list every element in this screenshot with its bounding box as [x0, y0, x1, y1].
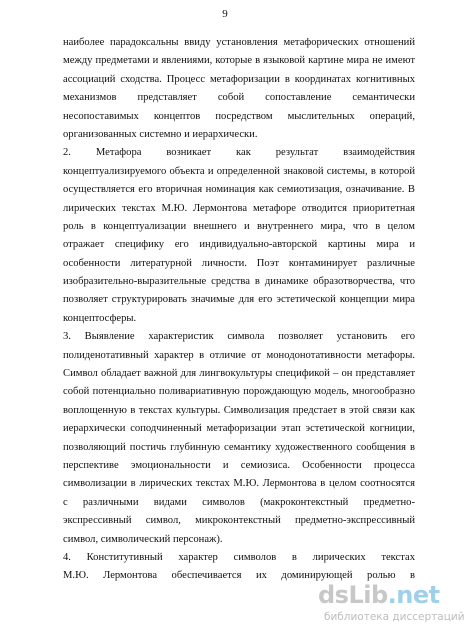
text-line: М.Ю. Лермонтова обеспечивается их доминирующей ролью в: [63, 570, 415, 582]
text-line: позволяет структурировать значимые для его эстетической концепции мира: [63, 294, 415, 306]
watermark-subtitle: библиотека диссертаций: [324, 611, 465, 623]
text-line: экспрессивный символ, микроконтекстный предметно-экспрессивный: [63, 515, 415, 527]
text-line: отражает специфику его индивидуально-авторской картины мира и: [63, 239, 415, 251]
text-line: позволяющий постичь глубинную семантику художественного сообщения в: [63, 441, 415, 453]
page-number: 9: [222, 8, 228, 20]
text-line: перспективе эмоциональности и семиозиса. Особенности процесса: [63, 459, 415, 471]
text-line: Символ обладает важной для лингвокультуры спецификой – он представляет: [63, 368, 415, 380]
watermark-logo-accent: .net: [387, 581, 440, 609]
text-line: 2. Метафора возникает как результат взаимодействия: [63, 147, 415, 159]
text-line: символ, символический персонаж).: [63, 533, 223, 545]
text-line: изобразительно-выразительные средства в динамике образотворчества, что: [63, 276, 415, 288]
text-line: особенности литературной личности. Поэт контаминирует различные: [63, 257, 415, 269]
text-line: концептуализируемого объекта и определенной знаковой системы, в которой: [63, 165, 415, 177]
text-line: механизмов представляет собой сопоставление семантически: [63, 92, 415, 104]
text-line: роль в концептуализации внешнего и внутреннего мира, что в целом: [63, 220, 415, 232]
text-line: символизации в лирических текстах М.Ю. Лермонтова в целом соотносятся: [63, 478, 415, 490]
text-line: ассоциаций сходства. Процесс метафоризации в координатах когнитивных: [63, 73, 415, 85]
text-line: собой потенциально поливариативную порождающую модель, многообразно: [63, 386, 415, 398]
text-line: наиболее парадоксальны ввиду установления метафорических отношений: [63, 37, 415, 48]
text-line: полиденотативный характер в отличие от монодонотативности метафоры.: [63, 349, 415, 361]
body-text: [63, 34, 415, 586]
text-line: с различными видами символов (макроконтекстный предметно-: [63, 496, 415, 508]
text-line: между предметами и явлениями, которые в языковой картине мира не имеют: [63, 55, 415, 67]
text-line: концептосферы.: [63, 312, 137, 324]
watermark-logo-main: dsLib: [318, 581, 388, 609]
text-line: организованных системно и иерархически.: [63, 128, 258, 140]
text-line: иерархически соподчиненный метафоризации этап эстетической когниции,: [63, 423, 415, 435]
text-line: воплощенную в текстах культуры. Символизация предстает в этой связи как: [63, 404, 415, 416]
text-line: лирических текстах М.Ю. Лермонтова метафоре отводится приоритетная: [63, 202, 415, 214]
text-line: 4. Конститутивный характер символов в лирических текстах: [63, 551, 415, 563]
text-line: несопоставимых концептов посредством мыслительных операций,: [63, 110, 415, 122]
text-line: 3. Выявление характеристик символа позволяет установить его: [63, 331, 415, 343]
watermark-logo-text: [318, 582, 440, 608]
watermark-logo: [318, 580, 465, 630]
text-line: осуществляется его вторичная номинация как семиотизация, означивание. В: [63, 184, 415, 196]
